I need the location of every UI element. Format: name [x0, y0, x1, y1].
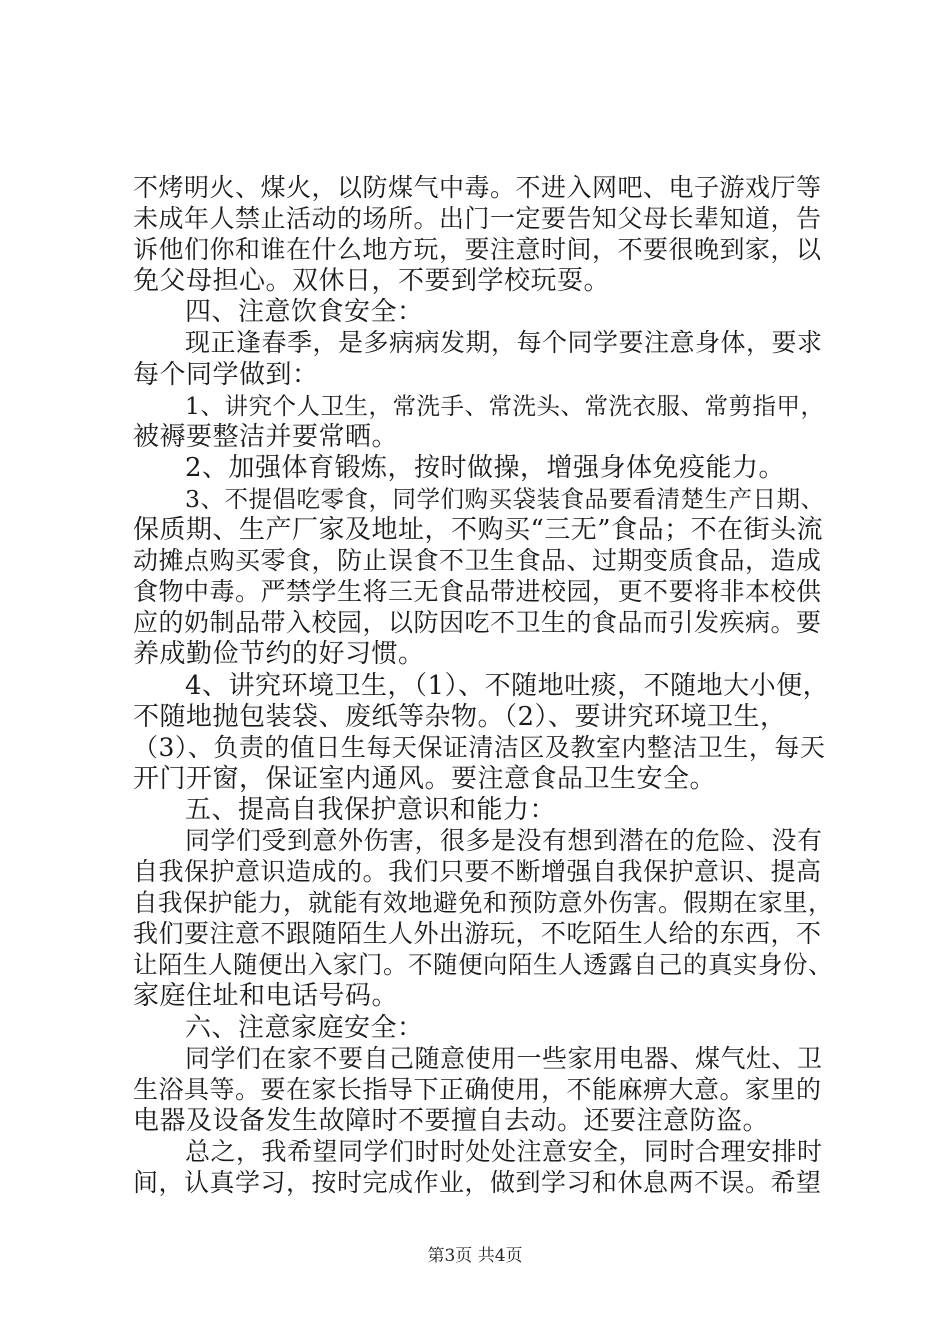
text-line: 免父母担心。双休日，不要到学校玩耍。	[133, 266, 611, 296]
text-line: 间，认真学习，按时完成作业，做到学习和休息两不误。希望	[133, 1168, 822, 1197]
page-footer: 第3页 共4页	[427, 1246, 523, 1266]
text-line: 现正逢春季，是多病病发期，每个同学要注意身体，要求	[185, 328, 823, 357]
text-line: 同学们在家不要自己随意使用一些家用电器、煤气灶、卫	[185, 1044, 823, 1073]
section-heading: 六、注意家庭安全：	[185, 1013, 424, 1043]
text-line: 自我保护能力，就能有效地避免和预防意外伤害。假期在家里，	[133, 888, 833, 917]
text-line: 动摊点购买零食，防止误食不卫生食品、过期变质食品，造成	[133, 546, 822, 575]
text-line: 不随地抛包装袋、废纸等杂物。（2）、要讲究环境卫生，	[133, 702, 787, 732]
text-line: 电器及设备发生故障时不要擅自去动。还要注意防盗。	[133, 1106, 770, 1136]
section-heading: 四、注意饮食安全：	[185, 297, 424, 327]
text-line: 食物中毒。严禁学生将三无食品带进校园，更不要将非本校供	[133, 577, 822, 606]
text-line: 生浴具等。要在家长指导下正确使用，不能麻痹大意。家里的	[133, 1075, 822, 1104]
text-line: 应的奶制品带入校园，以防因吃不卫生的食品而引发疾病。要	[133, 608, 822, 637]
text-line: 未成年人禁止活动的场所。出门一定要告知父母长辈知道，告	[133, 204, 822, 233]
text-line: 不烤明火、煤火，以防煤气中毒。不进入网吧、电子游戏厅等	[133, 173, 822, 202]
text-line: 家庭住址和电话号码。	[133, 981, 399, 1011]
text-line: 开门开窗，保证室内通风。要注意食品卫生安全。	[133, 764, 717, 794]
text-line: （3）、负责的值日生每天保证清洁区及教室内整洁卫生，每天	[133, 733, 826, 762]
text-line: 每个同学做到：	[133, 360, 319, 390]
text-line: 同学们受到意外伤害，很多是没有想到潜在的危险、没有	[185, 826, 823, 855]
list-item-line: 1、讲究个人卫生，常洗手、常洗头、常洗衣服、常剪指甲，	[185, 392, 825, 420]
text-line: 被褥要整洁并要常晒。	[133, 422, 399, 452]
list-item-line: 3、不提倡吃零食，同学们购买袋装食品要看清楚生产日期、	[185, 485, 825, 513]
list-item-line: 2、加强体育锻炼，按时做操，增强身体免疫能力。	[185, 453, 786, 483]
text-line: 总之，我希望同学们时时处处注意安全，同时合理安排时	[185, 1137, 823, 1166]
list-item-line: 4、讲究环境卫生，（1）、不随地吐痰，不随地大小便，	[185, 671, 830, 701]
text-line: 诉他们你和谁在什么地方玩，要注意时间，不要很晚到家，以	[133, 235, 822, 264]
text-line: 让陌生人随便出入家门。不随便向陌生人透露自己的真实身份、	[133, 950, 833, 979]
section-heading: 五、提高自我保护意识和能力：	[185, 795, 557, 825]
text-line: 养成勤俭节约的好习惯。	[133, 639, 425, 669]
text-line: 我们要注意不跟随陌生人外出游玩，不吃陌生人给的东西，不	[133, 919, 822, 948]
text-line: 保质期、生产厂家及地址，不购买“三无”食品；不在街头流	[133, 515, 824, 545]
text-line: 自我保护意识造成的。我们只要不断增强自我保护意识、提高	[133, 857, 822, 886]
